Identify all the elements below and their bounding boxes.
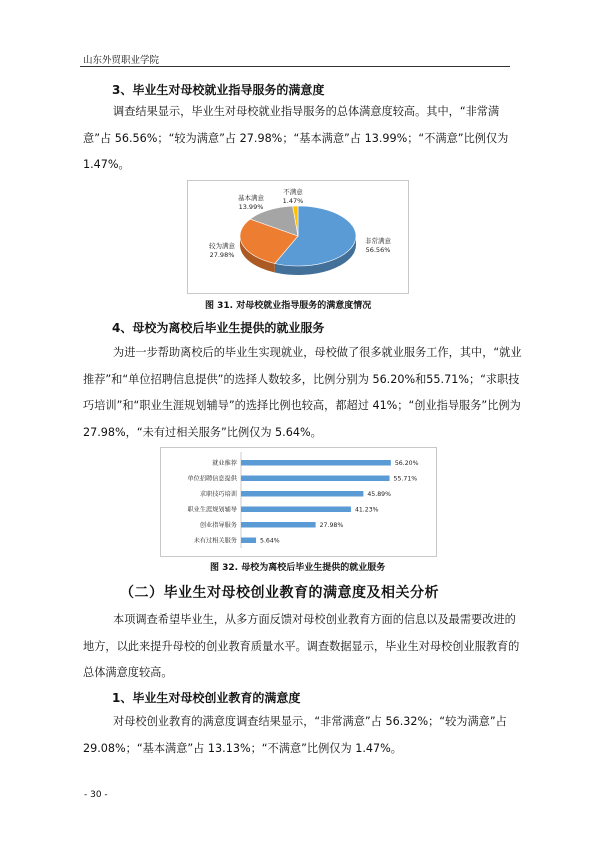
bar [241,491,363,497]
section-heading-employment-services: 4、母校为离校后毕业生提供的就业服务 [112,321,325,335]
bar-chart [161,448,436,556]
bar-category-label: 未有过相关服务 [193,537,237,545]
bar-chart-figure [160,447,437,557]
bar [241,538,256,544]
paragraph-entrepreneurship: 本项调查希望毕业生，从多方面反馈对母校创业教育方面的信息以及最需要改进的地方，以此来提升母校的创业教育质量水平。调查数据显示，毕业生对母校创业服教育的总体满意度较高。 [83,613,520,679]
pie-category-label: 基本满意 [238,194,264,202]
pie-value-label: 13.99% [238,203,264,211]
pie-value-label: 56.56% [365,246,391,254]
section-heading-entrepreneurship-satisfaction: 1、毕业生对母校创业教育的满意度 [112,691,301,705]
pie-chart [188,181,408,293]
bar-value-label: 55.71% [393,475,418,483]
pie-category-label: 较为满意 [209,242,235,250]
bar [241,476,390,482]
bar-category-label: 创业指导服务 [199,521,237,529]
pie-value-label: 27.98% [209,251,235,259]
bar-value-label: 56.20% [394,459,419,467]
pie-chart-figure [187,180,409,294]
section-heading-entrepreneurship: （二）毕业生对母校创业教育的满意度及相关分析 [120,585,439,601]
pie-category-label: 不满意 [283,188,303,196]
pie-value-label: 1.47% [282,197,304,205]
page-number: - 30 - [84,790,108,800]
bar [241,507,351,513]
paragraph-employment-guidance: 调查结果显示，毕业生对母校就业指导服务的总体满意度较高。其中，“非常满意”占 56.56%；“较为满意”占 27.98%；“基本满意”占 13.99%；“不满意”比例仅为 1.47%。 [83,105,509,171]
paragraph-employment-services: 为进一步帮助离校后的毕业生实现就业，母校做了很多就业服务工作，其中，“就业推荐”和“单位招聘信息提供”的选择人数较多，比例分别为 56.20%和55.71%；“求职技巧培训”和“职业生涯规划辅导”的选择比例也较高，都超过 41%；“创业指导服务”比例为 27.98%，“未有过相关服务”比例仅为 5.64%。 [83,346,522,439]
section-heading-employment-guidance: 3、毕业生对母校就业指导服务的满意度 [112,83,325,97]
bar-category-label: 就业推荐 [212,459,237,467]
figure-31-caption: 图 31. 对母校就业指导服务的满意度情况 [205,301,372,311]
header-rule [80,66,510,67]
bar-category-label: 职业生涯规划辅导 [187,506,237,514]
bar-value-label: 27.98% [319,521,344,529]
bar-value-label: 41.23% [354,506,379,514]
running-header: 山东外贸职业学院 [83,55,160,66]
bar [241,460,391,466]
pie-category-label: 非常满意 [365,237,391,245]
bar [241,522,316,528]
paragraph-entrepreneurship-satisfaction: 对母校创业教育的满意度调查结果显示，“非常满意”占 56.32%；“较为满意”占 29.08%；“基本满意”占 13.13%；“不满意”比例仅为 1.47%。 [83,715,507,755]
bar-category-label: 单位招聘信息提供 [187,475,237,483]
figure-32-caption: 图 32. 母校为离校后毕业生提供的就业服务 [210,563,386,573]
bar-value-label: 5.64% [260,537,280,545]
bar-category-label: 求职技巧培训 [199,490,237,498]
bar-value-label: 45.89% [367,490,391,498]
